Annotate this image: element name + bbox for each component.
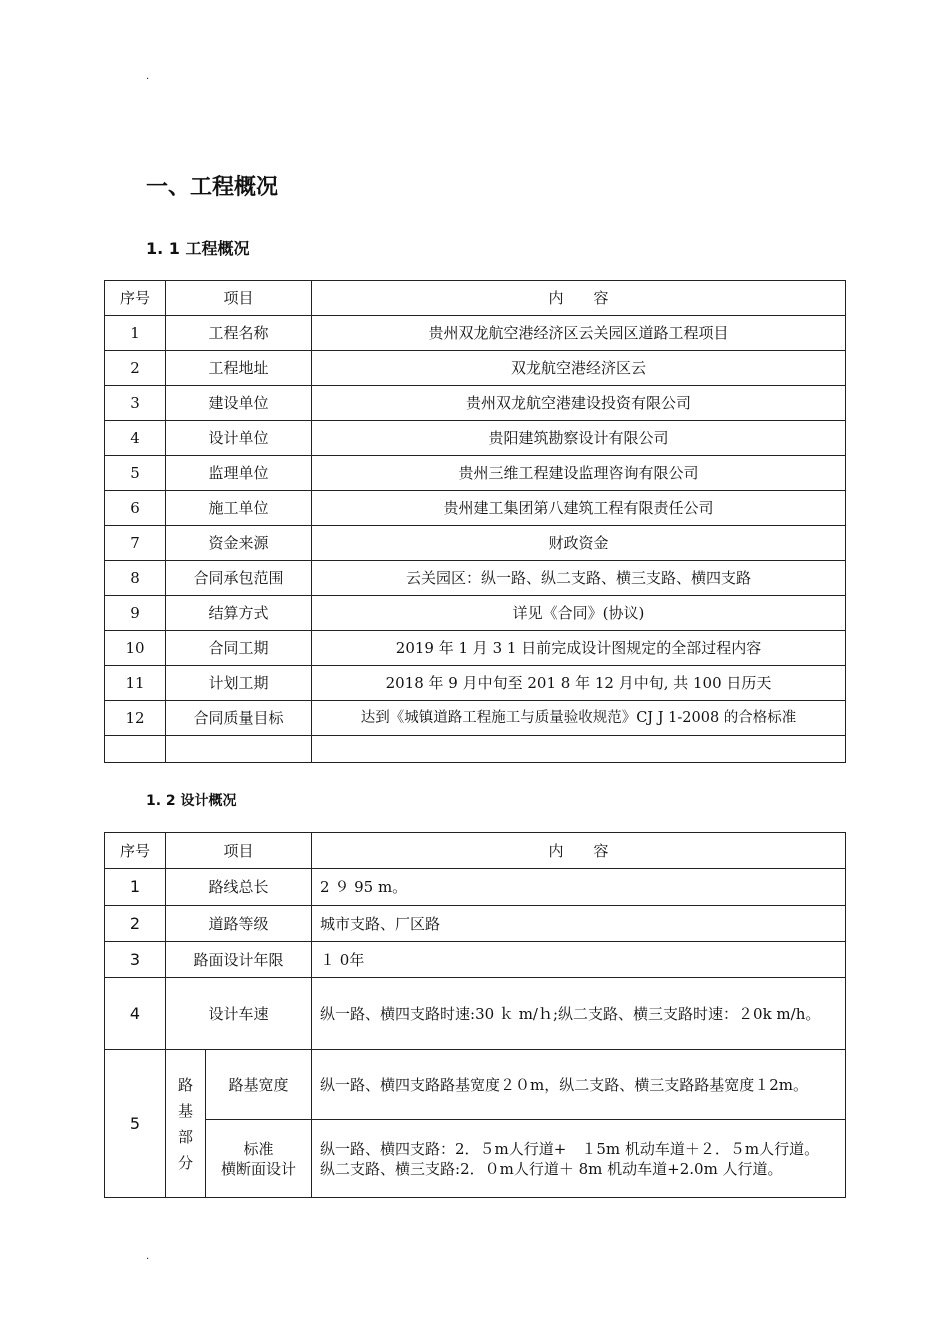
table-row (105, 701, 846, 736)
empty-cell (105, 736, 166, 763)
group-char: 路 (177, 1075, 193, 1094)
row-item: 合同工期 (166, 631, 312, 666)
row-item: 工程地址 (166, 351, 312, 386)
row-no: 7 (105, 526, 166, 561)
table-row (105, 869, 846, 906)
section1-title: 1. 1 工程概况 (146, 239, 250, 258)
row-no: 12 (105, 701, 166, 736)
table-row (105, 942, 846, 978)
row-content: 贵阳建筑勘察设计有限公司 (312, 421, 846, 456)
row-content: 纵一路、横四支路路基宽度２０m，纵二支路、横三支路路基宽度１2m。 (312, 1050, 846, 1120)
table-row-empty (105, 736, 846, 763)
row-content: 2 ９ 95 m。 (312, 869, 846, 906)
row-item: 设计车速 (166, 978, 312, 1050)
header-no: 序号 (105, 833, 166, 869)
row-no: 8 (105, 561, 166, 596)
header-content: 内 容 (312, 281, 846, 316)
row-item: 合同质量目标 (166, 701, 312, 736)
header-no: 序号 (105, 281, 166, 316)
table-row (105, 491, 846, 526)
header-item: 项目 (166, 833, 312, 869)
section2-title: 1. 2 设计概况 (146, 793, 237, 809)
row-content: 2019 年 1 月 3 1 日前完成设计图规定的全部过程内容 (312, 631, 846, 666)
table-row (105, 351, 846, 386)
table-row (105, 596, 846, 631)
row-content (312, 1120, 846, 1198)
group-char: 基 (177, 1101, 193, 1120)
table-row (105, 386, 846, 421)
row-no: 5 (105, 456, 166, 491)
row-content: 贵州双龙航空港经济区云关园区道路工程项目 (312, 316, 846, 351)
row-item: 施工单位 (166, 491, 312, 526)
row-no: 9 (105, 596, 166, 631)
row-content: １ 0年 (312, 942, 846, 978)
table-row (105, 666, 846, 701)
item-line: 标准 (243, 1139, 274, 1158)
table-row (105, 1050, 846, 1120)
row-no: 10 (105, 631, 166, 666)
table-row (105, 456, 846, 491)
row-item (206, 1120, 312, 1198)
row-no: 3 (105, 942, 166, 978)
row-content: 贵州三维工程建设监理咨询有限公司 (312, 456, 846, 491)
row-no: 1 (105, 869, 166, 906)
table-row (105, 978, 846, 1050)
row-content: 贵州双龙航空港建设投资有限公司 (312, 386, 846, 421)
subgrade-group-label (166, 1050, 206, 1198)
row-content: 达到《城镇道路工程施工与质量验收规范》CJ J 1-2008 的合格标准 (312, 701, 846, 736)
row-no: 4 (105, 421, 166, 456)
row-no: 2 (105, 906, 166, 942)
item-line: 横断面设计 (221, 1159, 297, 1178)
group-char: 部 (177, 1127, 193, 1146)
header-content: 内 容 (312, 833, 846, 869)
group-char: 分 (177, 1153, 193, 1172)
table-row (105, 526, 846, 561)
project-overview-table (104, 280, 846, 763)
page-heading: 一、工程概况 (146, 175, 279, 200)
row-no: 6 (105, 491, 166, 526)
page-mark-bottom: . (146, 1251, 150, 1262)
row-item: 路线总长 (166, 869, 312, 906)
row-no: 11 (105, 666, 166, 701)
row-item: 结算方式 (166, 596, 312, 631)
row-content: 财政资金 (312, 526, 846, 561)
row-content: 纵一路、横四支路时速:30 ｋ m/ｈ;纵二支路、横三支路时速：２0k m/h。 (312, 978, 846, 1050)
row-item: 合同承包范围 (166, 561, 312, 596)
table-header-row (105, 833, 846, 869)
row-content: 详见《合同》(协议) (312, 596, 846, 631)
header-item: 项目 (166, 281, 312, 316)
row-content: 贵州建工集团第八建筑工程有限责任公司 (312, 491, 846, 526)
table-row (105, 906, 846, 942)
table-row (105, 1120, 846, 1198)
content-line: 纵一路、横四支路：2．５m人行道+ １5m 机动车道＋２．５m人行道。 (320, 1139, 820, 1158)
row-item: 路基宽度 (206, 1050, 312, 1120)
row-item: 建设单位 (166, 386, 312, 421)
row-item: 资金来源 (166, 526, 312, 561)
design-overview-table (104, 832, 846, 1198)
row-no: 4 (105, 978, 166, 1050)
row-content: 2018 年 9 月中旬至 201 8 年 12 月中旬, 共 100 日历天 (312, 666, 846, 701)
table-row (105, 421, 846, 456)
row-content: 双龙航空港经济区云 (312, 351, 846, 386)
empty-cell (166, 736, 312, 763)
row-item: 监理单位 (166, 456, 312, 491)
empty-cell (312, 736, 846, 763)
table-row (105, 631, 846, 666)
row-no: 2 (105, 351, 166, 386)
row-no: 3 (105, 386, 166, 421)
row-no: 1 (105, 316, 166, 351)
table-row (105, 316, 846, 351)
row-no: 5 (105, 1050, 166, 1198)
content-line: 纵二支路、横三支路:2．０m人行道＋ 8m 机动车道+2.0m 人行道。 (320, 1159, 783, 1178)
row-item: 设计单位 (166, 421, 312, 456)
row-content: 云关园区：纵一路、纵二支路、横三支路、横四支路 (312, 561, 846, 596)
row-content: 城市支路、厂区路 (312, 906, 846, 942)
row-item: 工程名称 (166, 316, 312, 351)
row-item: 计划工期 (166, 666, 312, 701)
table-header-row (105, 281, 846, 316)
row-item: 道路等级 (166, 906, 312, 942)
table-row (105, 561, 846, 596)
row-item: 路面设计年限 (166, 942, 312, 978)
page-mark-top: . (146, 71, 150, 82)
